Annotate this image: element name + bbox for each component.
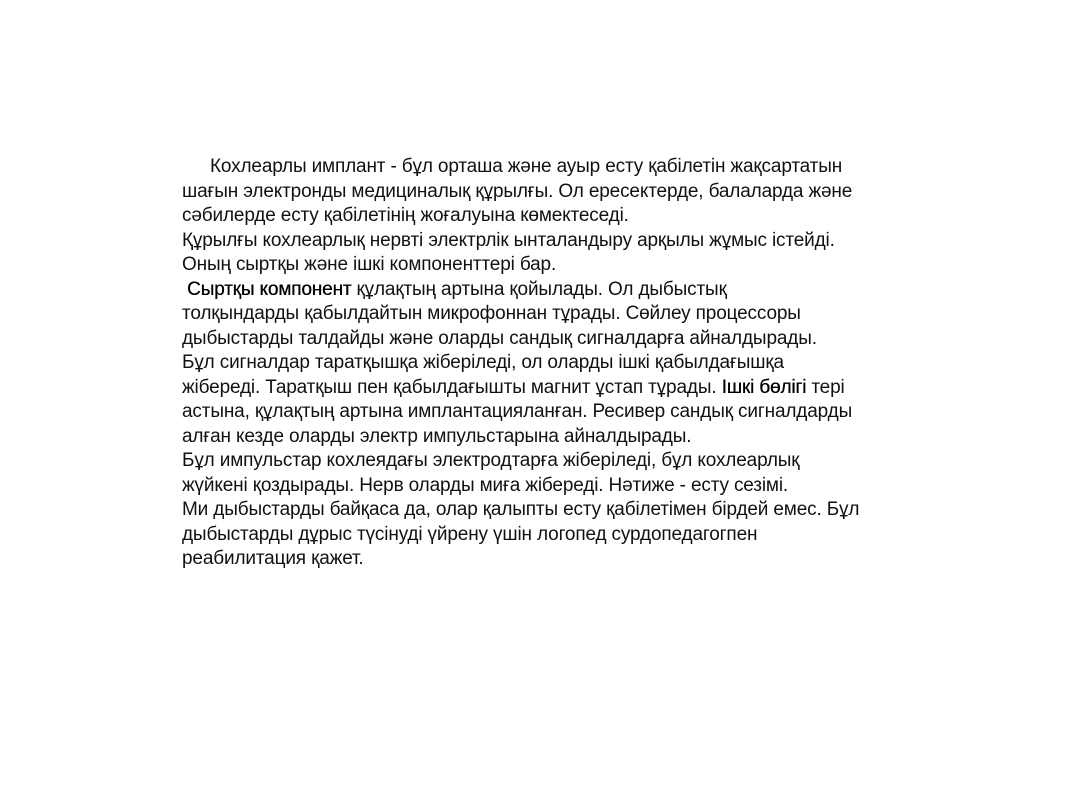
text-line: жүйкені қоздырады. Нерв оларды миға жібереді. Нәтиже - есту сезімі. [182, 474, 789, 496]
text-line: Ми дыбыстарды байқаса да, олар қалыпты есту қабілетімен бірдей емес. Бұл [182, 499, 860, 520]
line-text: құлақтың артына қойылады. Ол дыбыстық [351, 278, 727, 300]
text-line [182, 376, 942, 401]
term-internal-part: Ішкі бөлігі [721, 376, 807, 398]
text-line: астына, құлақтың артына имплантацияланған. Ресивер сандық сигналдарды [182, 401, 853, 422]
text-line [182, 155, 942, 180]
term-external-component: Сыртқы компонент [187, 278, 352, 300]
text-line: толқындарды қабылдайтын микрофоннан тұрады. Сөйлеу процессоры [182, 303, 801, 324]
text-line: Құрылғы кохлеарлық нервті электрлік ынталандыру арқылы жұмыс істейді. [182, 229, 835, 251]
text-line: Оның сыртқы және ішкі компоненттері бар. [182, 254, 557, 275]
text-line: реабилитация қажет. [182, 548, 364, 569]
text-line: сәбилерде есту қабілетінің жоғалуына көмектеседі. [182, 205, 629, 226]
line-text: Кохлеарлы имплант - бұл орташа және ауыр есту қабілетін жақсартатын [210, 156, 843, 177]
text-line [182, 278, 942, 303]
text-line: дыбыстарды дұрыс түсінуді үйрену үшін логопед сурдопедагогпен [182, 523, 758, 545]
document-body [182, 155, 942, 572]
text-line: Бұл сигналдар таратқышқа жіберіледі, ол оларды ішкі қабылдағышқа [182, 352, 784, 373]
text-line: алған кезде оларды электр импульстарына айналдырады. [182, 425, 692, 447]
text-line: шағын электронды медициналық құрылғы. Ол ересектерде, балаларда және [182, 180, 853, 202]
line-text: жібереді. Таратқыш пен қабылдағышты магнит ұстап тұрады. [182, 376, 722, 398]
text-line: Бұл импульстар кохлеядағы электродтарға жіберіледі, бұл кохлеарлық [182, 450, 800, 471]
line-text: тері [806, 376, 845, 398]
text-line: дыбыстарды талдайды және оларды сандық сигналдарға айналдырады. [182, 327, 817, 349]
